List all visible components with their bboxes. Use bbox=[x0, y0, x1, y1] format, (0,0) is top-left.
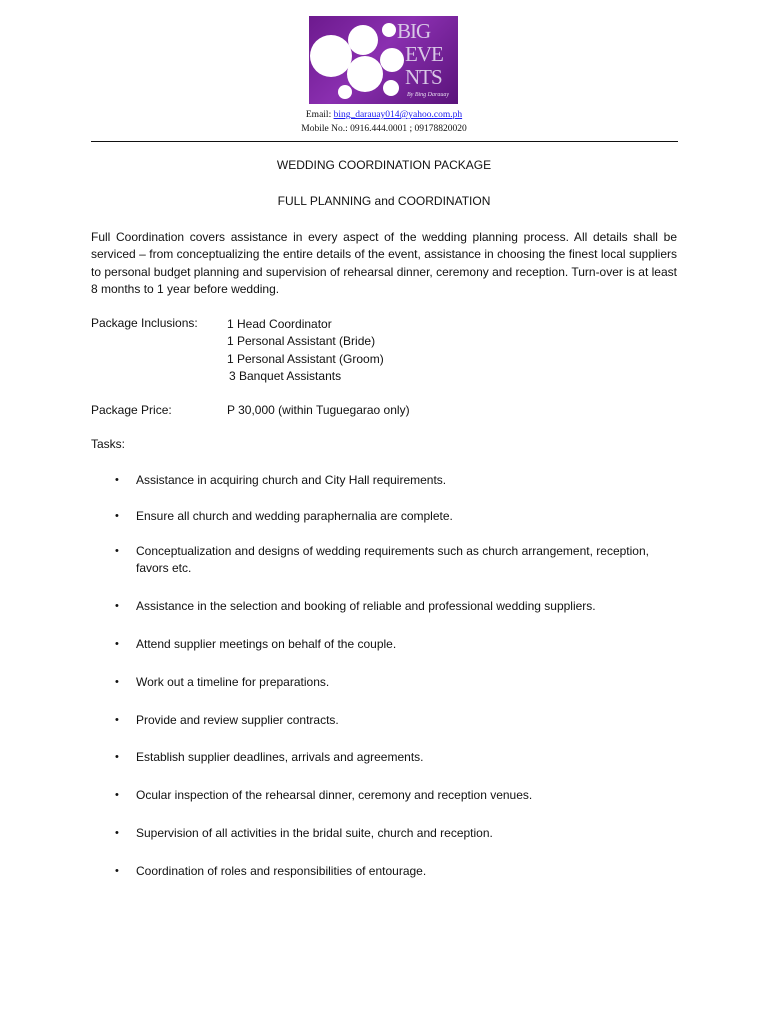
bullet-icon: • bbox=[115, 510, 119, 522]
document-title: WEDDING COORDINATION PACKAGE bbox=[276, 158, 492, 172]
inclusions-label: Package Inclusions: bbox=[91, 316, 198, 330]
task-text: Assistance in acquiring church and City Hall requirements. bbox=[136, 473, 447, 487]
task-item bbox=[115, 508, 677, 525]
bullet-icon: • bbox=[115, 751, 119, 763]
logo-text-line1: BIG bbox=[397, 19, 431, 43]
task-text: Ensure all church and wedding paraphernalia are complete. bbox=[136, 509, 453, 523]
task-text: Ocular inspection of the rehearsal dinner, ceremony and reception venues. bbox=[136, 788, 533, 802]
logo-text-line2: EVE bbox=[405, 42, 443, 66]
bullet-icon: • bbox=[115, 789, 119, 801]
inclusion-item: 1 Head Coordinator bbox=[227, 317, 332, 331]
big-events-logo bbox=[309, 16, 458, 104]
task-text: Provide and review supplier contracts. bbox=[136, 713, 339, 727]
inclusion-item: 1 Personal Assistant (Bride) bbox=[227, 334, 376, 349]
bullet-icon: • bbox=[115, 600, 119, 612]
header-divider bbox=[91, 141, 678, 142]
mobile-label: Mobile No.: bbox=[301, 124, 348, 134]
bullet-icon: • bbox=[115, 474, 119, 486]
bullet-icon: • bbox=[115, 638, 119, 650]
task-item bbox=[115, 674, 677, 691]
email-label: Email: bbox=[305, 110, 332, 120]
logo-text-line3: NTS bbox=[405, 65, 442, 89]
email-link[interactable]: bing_darauay014@yahoo.com.ph bbox=[333, 110, 463, 120]
email-line bbox=[0, 110, 768, 120]
task-text: Work out a timeline for preparations. bbox=[136, 675, 330, 689]
price-value: P 30,000 (within Tuguegarao only) bbox=[227, 403, 410, 417]
task-item bbox=[115, 749, 677, 766]
task-item bbox=[115, 636, 677, 653]
price-label: Package Price: bbox=[91, 403, 172, 417]
bullet-icon: • bbox=[115, 827, 119, 839]
task-item bbox=[115, 712, 677, 729]
bullet-icon: • bbox=[115, 676, 119, 688]
task-text: Establish supplier deadlines, arrivals and agreements. bbox=[136, 750, 424, 764]
intro-paragraph: Full Coordination covers assistance in every aspect of the wedding planning process. All details shall be serviced – from conceptualizing the entire details of the event, assistance in choosing the finest local suppliers to personal budget planning and supervision of rehearsal dinner, ceremony and reception. Turn-over is at least 8 months to 1 year before wedding. bbox=[91, 230, 677, 297]
task-item bbox=[115, 598, 677, 615]
bullet-icon: • bbox=[115, 865, 119, 877]
bullet-icon: • bbox=[115, 545, 119, 557]
tasks-label: Tasks: bbox=[91, 437, 126, 451]
task-text: Attend supplier meetings on behalf of the couple. bbox=[136, 637, 397, 651]
task-item bbox=[115, 863, 677, 880]
bullet-icon: • bbox=[115, 714, 119, 726]
inclusions-list bbox=[227, 316, 384, 386]
task-item bbox=[115, 543, 677, 576]
mobile-line bbox=[0, 124, 768, 134]
task-item bbox=[115, 787, 677, 804]
document-subtitle: FULL PLANNING and COORDINATION bbox=[277, 194, 491, 208]
logo-tagline: By Bing Darauay bbox=[407, 92, 449, 98]
task-item bbox=[115, 825, 677, 842]
task-text: Coordination of roles and responsibilities of entourage. bbox=[136, 864, 427, 878]
inclusion-item: 3 Banquet Assistants bbox=[229, 369, 342, 384]
task-text: Conceptualization and designs of wedding requirements such as church arrangement, reception, favors etc. bbox=[136, 544, 649, 575]
inclusion-item: 1 Personal Assistant (Groom) bbox=[227, 351, 384, 366]
task-item bbox=[115, 472, 677, 489]
mobile-number: 0916.444.0001 ; 09178820020 bbox=[350, 124, 467, 134]
task-text: Assistance in the selection and booking of reliable and professional wedding suppliers. bbox=[136, 599, 596, 613]
task-text: Supervision of all activities in the bridal suite, church and reception. bbox=[136, 826, 493, 840]
